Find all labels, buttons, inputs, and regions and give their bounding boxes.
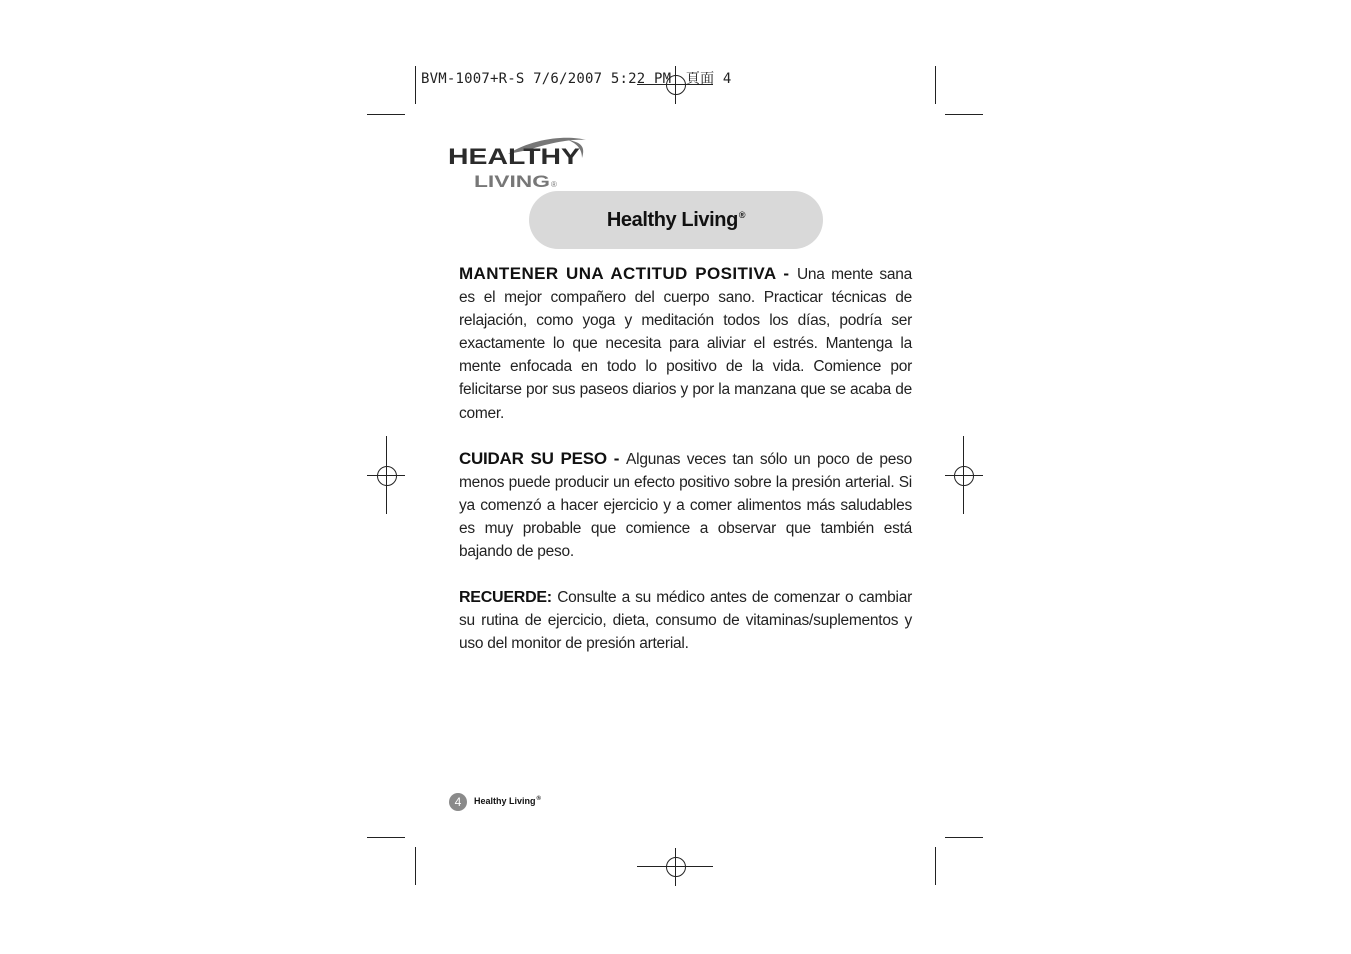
paragraph-text: Una mente sana es el mejor compañero del cuerpo sano. Practicar técnicas de relajación, como yoga y meditación todos los días, podría ser exactamente lo que necesita para aliviar el estrés. Mantenga la mente enfocada en todo lo positivo de la vida. Comience por felicitarse por sus paseos diarios y por la manzana que se acaba de comer. xyxy=(459,266,912,422)
footer-registered-mark: ® xyxy=(536,796,541,802)
footer-title: Healthy Living® xyxy=(474,796,541,806)
slug-job-text: BVM-1007+R-S 7/6/2007 5:22 PM xyxy=(421,71,672,87)
paragraph-positive-attitude xyxy=(459,262,912,425)
logo-word-healthy: HEALTHY xyxy=(448,144,581,169)
paragraph-text: Algunas veces tan sólo un poco de peso menos puede producir un efecto positivo sobre la presión arterial. Si ya comenzó a hacer ejercicio y a comer alimentos más saludables es muy probable que comience a observar que también está bajando de peso. xyxy=(459,451,912,561)
slug-page-label: 頁面 4 xyxy=(685,71,732,87)
section-header-pill xyxy=(529,191,823,249)
page-number-badge: 4 xyxy=(449,793,467,811)
header-title: Healthy Living® xyxy=(606,208,746,231)
printer-slug xyxy=(421,68,732,88)
paragraph-reminder xyxy=(459,586,912,655)
paragraph-heading: RECUERDE: xyxy=(459,589,558,606)
logo-word-living: LIVING xyxy=(474,172,550,191)
paragraph-heading: CUIDAR SU PESO - xyxy=(459,449,627,468)
healthy-living-logo xyxy=(448,136,598,192)
header-registered-mark: ® xyxy=(738,209,746,220)
paragraph-text: Consulte a su médico antes de comenzar o cambiar su rutina de ejercicio, dieta, consumo de vitaminas/suplementos y uso del monitor de presión arterial. xyxy=(459,589,912,653)
paragraph-heading: MANTENER UNA ACTITUD POSITIVA - xyxy=(459,264,797,283)
paragraph-weight xyxy=(459,447,912,563)
logo-registered-mark: ® xyxy=(551,180,557,189)
